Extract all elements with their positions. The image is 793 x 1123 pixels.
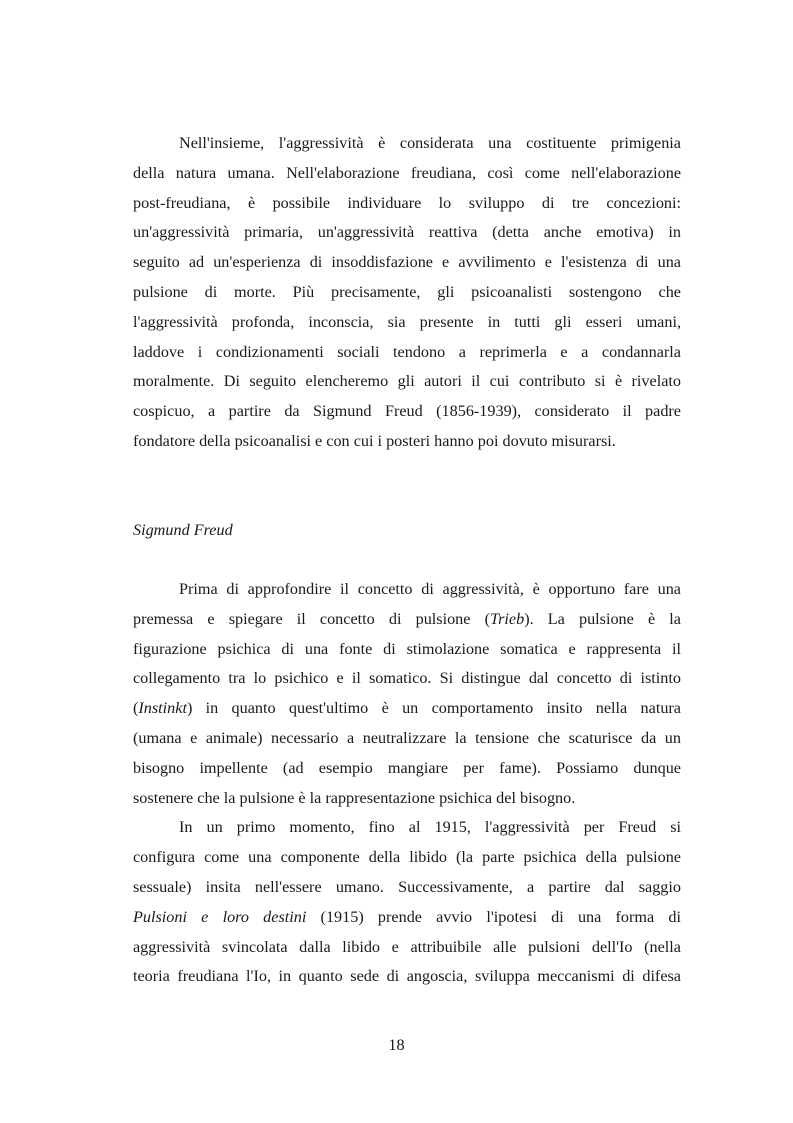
text-line: Prima di approfondire il concetto di aggressività, è opportuno fare una <box>179 580 681 598</box>
text-line <box>133 605 681 635</box>
text-line: un'aggressività primaria, un'aggressività reattiva (detta anche emotiva) in <box>133 223 681 242</box>
text-run: (1915) prende avvio l'ipotesi di una forma di <box>306 907 681 926</box>
text-line: seguito ad un'esperienza di insoddisfazione e avvilimento e l'esistenza di una <box>133 253 681 272</box>
section-heading: Sigmund Freud <box>133 521 233 539</box>
paragraph-freud <box>133 575 681 992</box>
text-run: ) in quanto quest'ultimo è un comportamento insito nella natura <box>186 699 681 718</box>
italic-title: Pulsioni e loro destini <box>133 907 307 926</box>
text-run: ). La pulsione è la <box>524 609 681 628</box>
italic-term: Instinkt <box>138 699 187 718</box>
text-line: (umana e animale) necessario a neutralizzare la tensione che scaturisce da un <box>133 728 681 747</box>
text-run: ( <box>133 699 139 718</box>
text-line: Nell'insieme, l'aggressività è considerata una costituente primigenia <box>179 134 681 152</box>
text-line: della natura umana. Nell'elaborazione freudiana, così come nell'elaborazione <box>133 163 681 182</box>
text-line: post-freudiana, è possibile individuare lo sviluppo di tre concezioni: <box>133 193 681 212</box>
paragraph-intro <box>133 129 681 457</box>
text-line: sessuale) insita nell'essere umano. Successivamente, a partire dal saggio <box>133 877 681 896</box>
text-line: fondatore della psicoanalisi e con cui i posteri hanno poi dovuto misurarsi. <box>133 431 616 450</box>
page-number: 18 <box>388 1036 405 1054</box>
text-line: l'aggressività profonda, inconscia, sia presente in tutti gli esseri umani, <box>133 312 681 331</box>
text-line: figurazione psichica di una fonte di stimolazione somatica e rappresenta il <box>133 639 681 658</box>
text-line: teoria freudiana l'Io, in quanto sede di angoscia, sviluppa meccanismi di difesa <box>133 967 681 986</box>
italic-term: Trieb <box>490 609 525 628</box>
text-line: In un primo momento, fino al 1915, l'aggressività per Freud si <box>179 818 681 837</box>
text-run: premessa e spiegare il concetto di pulsione ( <box>133 609 490 628</box>
text-line: configura come una componente della libido (la parte psichica della pulsione <box>133 848 681 867</box>
text-line: pulsione di morte. Più precisamente, gli psicoanalisti sostengono che <box>133 282 681 301</box>
text-line: moralmente. Di seguito elencheremo gli autori il cui contributo si è rivelato <box>133 372 681 391</box>
text-line: collegamento tra lo psichico e il somatico. Si distingue dal concetto di istinto <box>133 669 681 688</box>
text-line: sostenere che la pulsione è la rappresentazione psichica del bisogno. <box>133 788 576 807</box>
text-line: laddove i condizionamenti sociali tendono a reprimerla e a condannarla <box>133 342 681 361</box>
text-line: aggressività svincolata dalla libido e attribuibile alle pulsioni dell'Io (nella <box>133 937 681 956</box>
text-line: cospicuo, a partire da Sigmund Freud (1856-1939), considerato il padre <box>133 402 681 421</box>
text-line <box>133 694 681 724</box>
text-line <box>133 903 681 933</box>
text-line: bisogno impellente (ad esempio mangiare per fame). Possiamo dunque <box>133 758 681 777</box>
